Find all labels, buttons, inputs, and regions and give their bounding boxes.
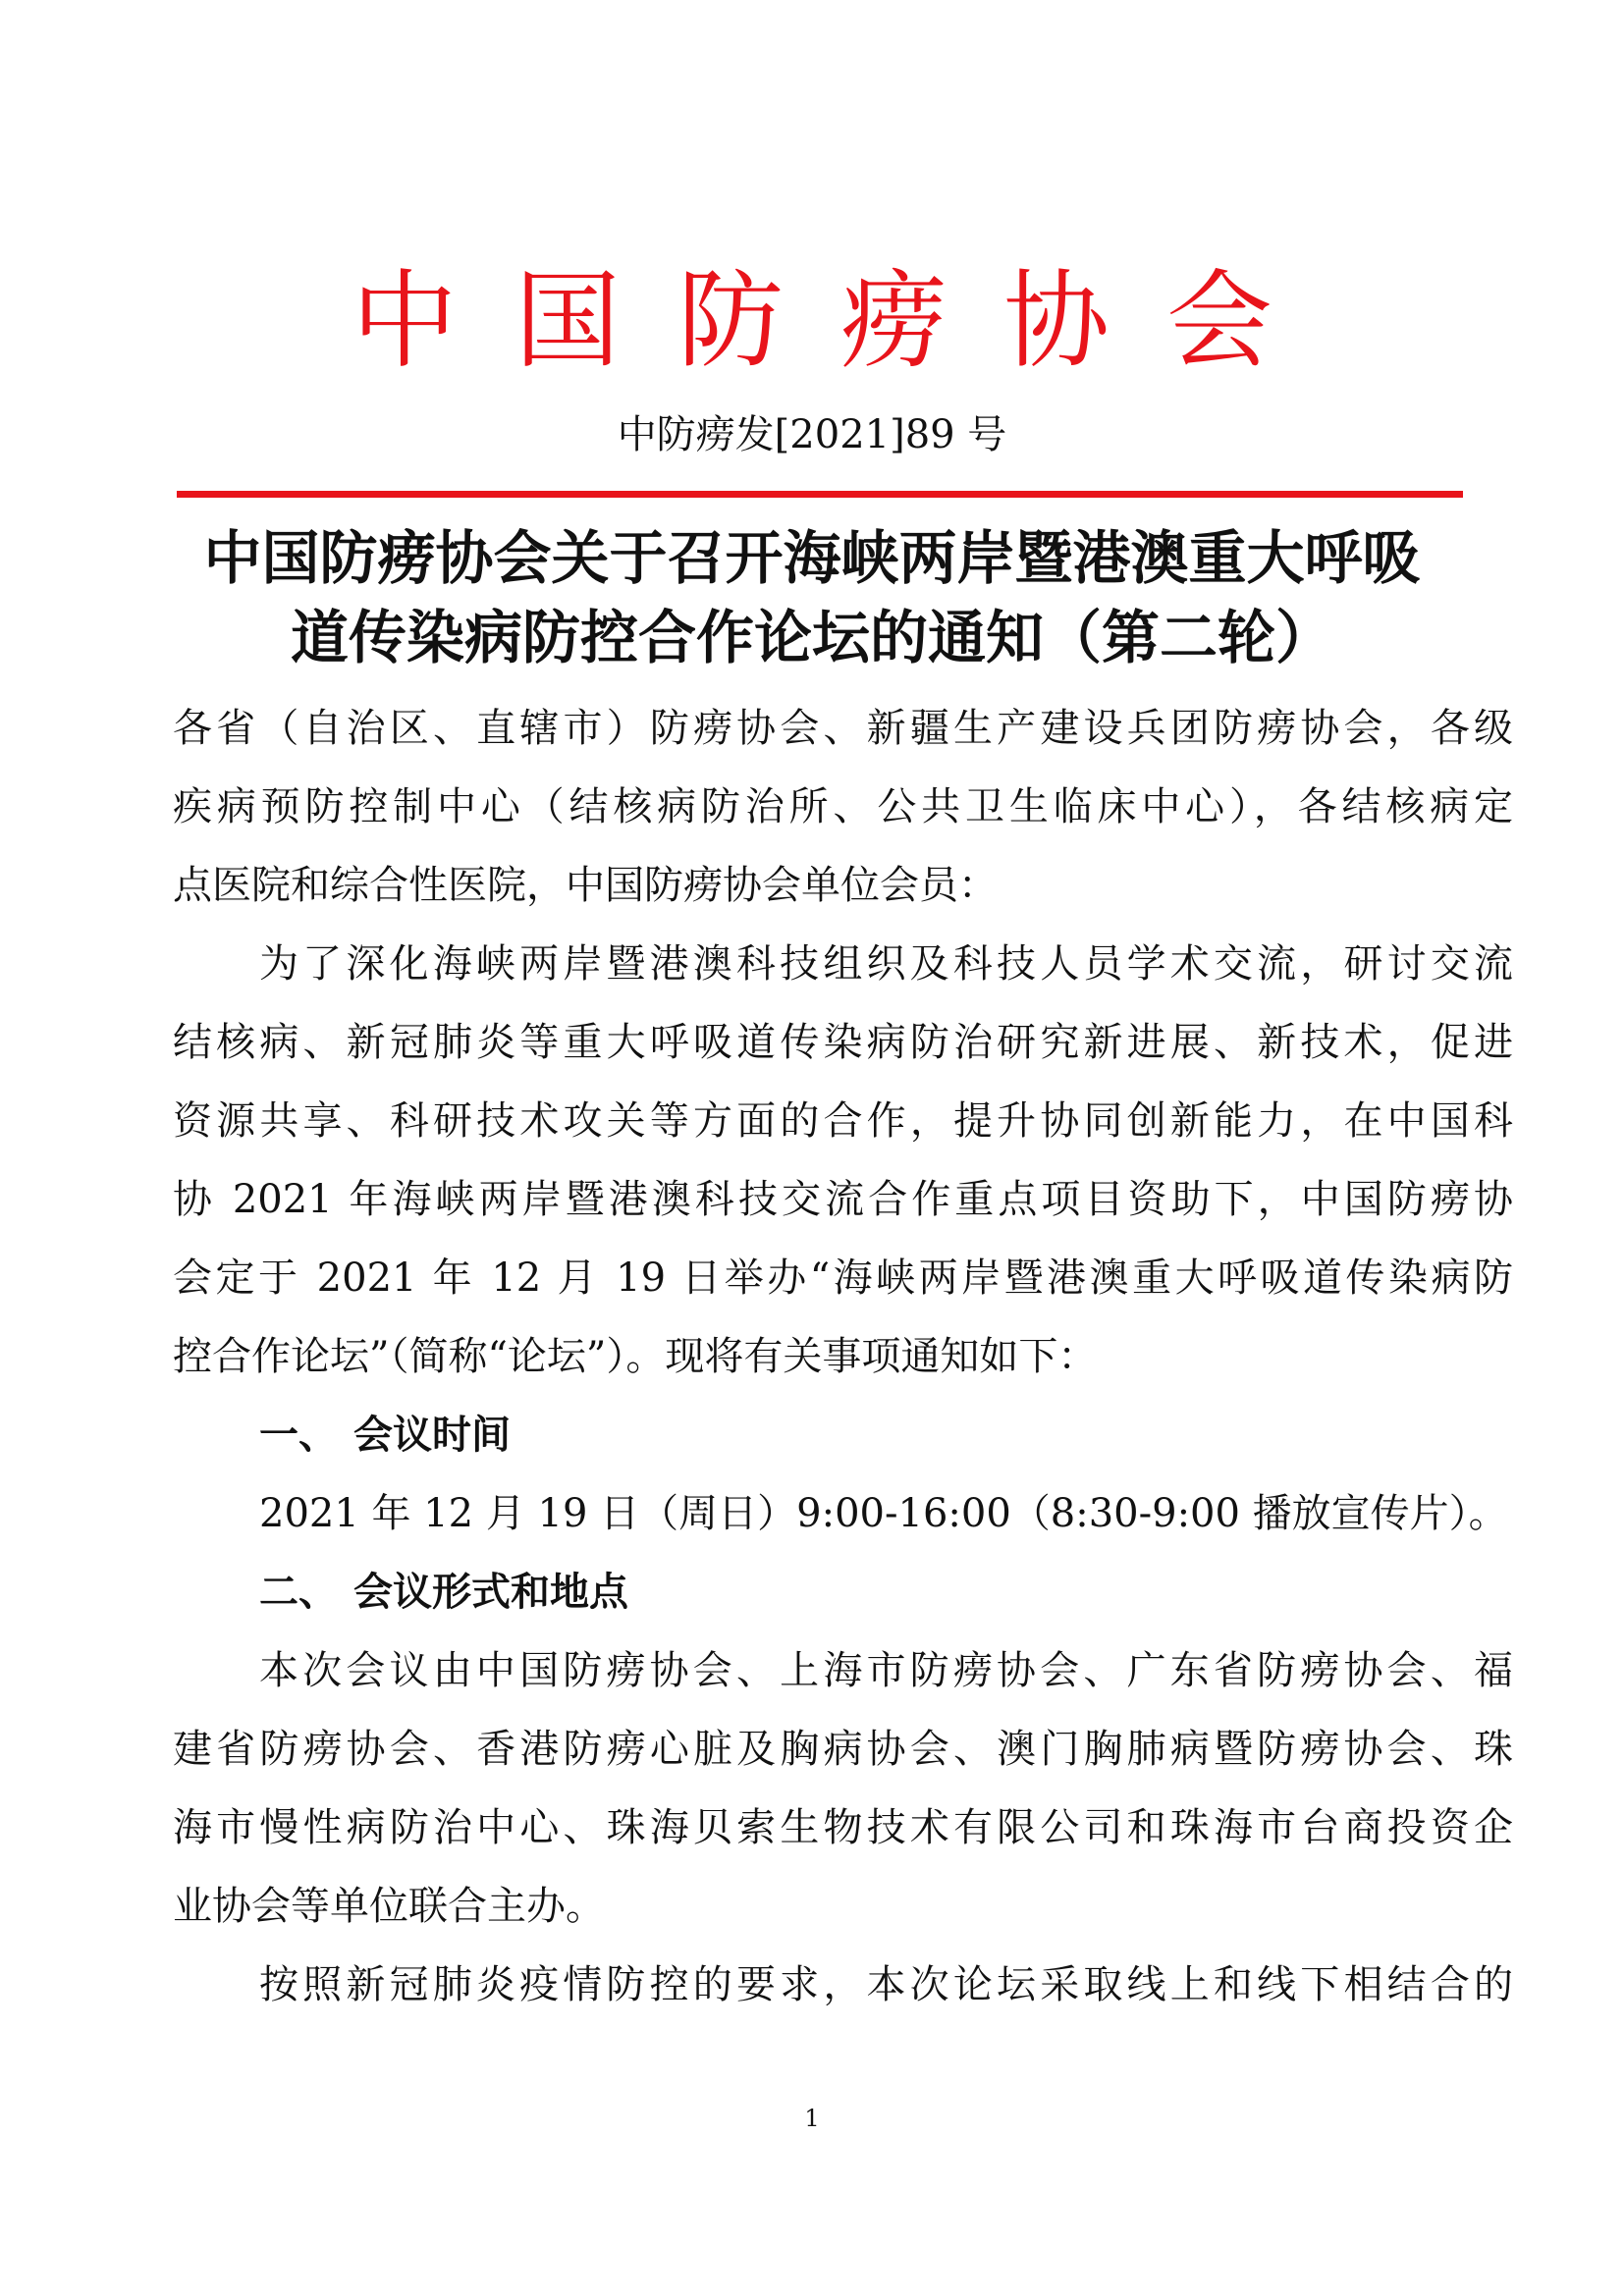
paragraph-line: 为了深化海峡两岸暨港澳科技组织及科技人员学术交流，研讨交流 — [259, 941, 1513, 987]
section-number: 一、 — [259, 1413, 338, 1458]
paragraph-line: 2021 年 12 月 19 日（周日）9:00-16:00（8:30-9:00 播放宣传片）。 — [259, 1491, 1508, 1536]
paragraph-line: 按照新冠肺炎疫情防控的要求，本次论坛采取线上和线下相结合的 — [259, 1962, 1513, 2007]
recipients-paragraph — [173, 689, 1513, 925]
paragraph-line: 海市慢性病防治中心、珠海贝索生物技术有限公司和珠海市台商投资企 — [173, 1805, 1513, 1850]
paragraph-line: 各省（自治区、直辖市）防痨协会、新疆生产建设兵团防痨协会，各级 — [173, 706, 1513, 751]
paragraph-line: 控合作论坛”（简称“论坛”）。现将有关事项通知如下： — [173, 1334, 1098, 1379]
paragraph-line: 结核病、新冠肺炎等重大呼吸道传染病防治研究新进展、新技术，促进 — [173, 1020, 1513, 1065]
paragraph-line: 业协会等单位联合主办。 — [173, 1884, 605, 1929]
document-number: 中防痨发[2021]89 号 — [617, 412, 1007, 457]
format-paragraph — [173, 1946, 1513, 2024]
letterhead-org-name: 中国防痨协会 — [351, 260, 1329, 383]
notice-title — [147, 518, 1477, 677]
meeting-time-paragraph — [259, 1474, 1526, 1553]
section-heading-format-venue — [259, 1553, 628, 1631]
notice-title-line: 中国防痨协会关于召开海峡两岸暨港澳重大呼吸 — [203, 524, 1421, 592]
section-heading-text: 会议形式和地点 — [353, 1570, 628, 1615]
letterhead-red-rule — [177, 491, 1463, 498]
paragraph-line: 点医院和综合性医院，中国防痨协会单位会员： — [173, 863, 998, 908]
paragraph-line: 本次会议由中国防痨协会、上海市防痨协会、广东省防痨协会、福 — [259, 1648, 1513, 1693]
section-heading-meeting-time — [259, 1396, 511, 1474]
organizers-paragraph — [173, 1631, 1513, 1946]
paragraph-line: 会定于 2021 年 12 月 19 日举办“海峡两岸暨港澳重大呼吸道传染病防 — [173, 1255, 1513, 1301]
paragraph-line: 资源共享、科研技术攻关等方面的合作，提升协同创新能力，在中国科 — [173, 1098, 1513, 1144]
section-number: 二、 — [259, 1570, 338, 1615]
paragraph-line: 疾病预防控制中心（结核病防治所、公共卫生临床中心），各结核病定 — [173, 784, 1513, 829]
section-heading-text: 会议时间 — [353, 1413, 511, 1458]
paragraph-line: 协 2021 年海峡两岸暨港澳科技交流合作重点项目资助下，中国防痨协 — [173, 1177, 1513, 1222]
intro-paragraph — [173, 925, 1513, 1396]
page-number: 1 — [804, 2105, 820, 2132]
notice-title-line: 道传染病防控合作论坛的通知（第二轮） — [290, 604, 1333, 671]
paragraph-line: 建省防痨协会、香港防痨心脏及胸病协会、澳门胸肺病暨防痨协会、珠 — [173, 1727, 1513, 1772]
